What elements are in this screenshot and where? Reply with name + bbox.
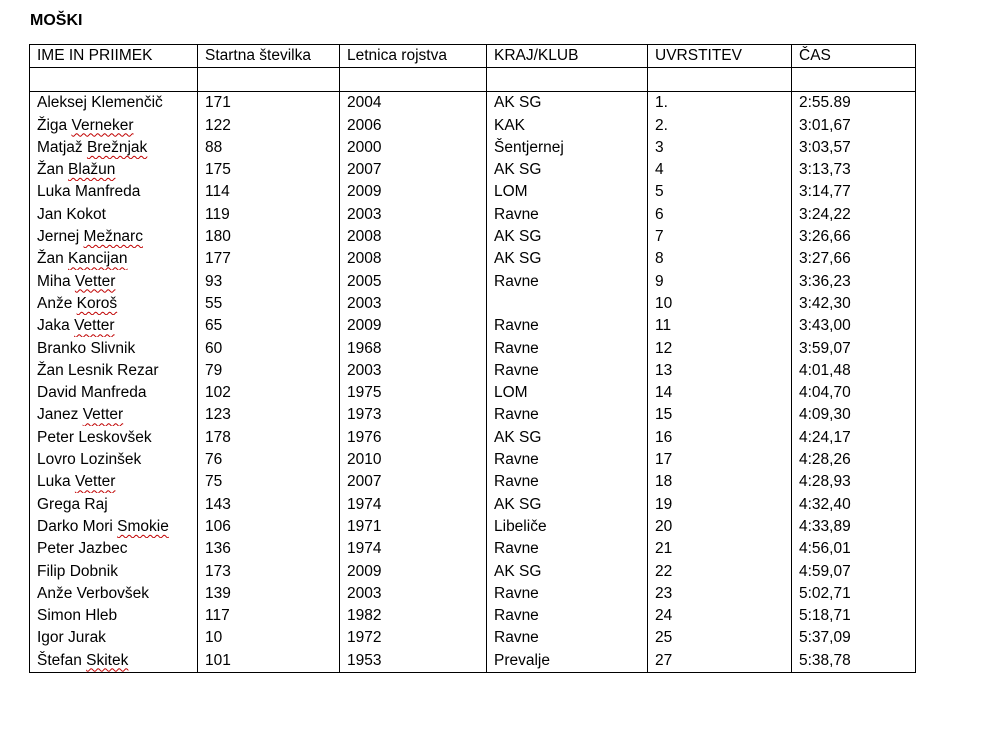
cell-bib: 177 (198, 248, 340, 270)
last-name-flagged: Smokie (117, 517, 169, 535)
table-row (30, 449, 916, 471)
cell-club: Ravne (487, 270, 648, 292)
cell-bib: 88 (198, 137, 340, 159)
cell-bib: 175 (198, 159, 340, 181)
cell-name (30, 471, 198, 493)
cell-place: 15 (648, 404, 792, 426)
cell-place: 17 (648, 449, 792, 471)
cell-time: 4:33,89 (792, 516, 916, 538)
table-row (30, 538, 916, 560)
first-name: Lovro (37, 451, 76, 469)
cell-place: 16 (648, 426, 792, 448)
table-row (30, 159, 916, 181)
cell-time: 3:24,22 (792, 203, 916, 225)
cell-time: 5:37,09 (792, 627, 916, 649)
header-row (30, 45, 916, 68)
cell-name (30, 337, 198, 359)
cell-place: 27 (648, 649, 792, 672)
cell-time: 3:42,30 (792, 293, 916, 315)
cell-club: AK SG (487, 493, 648, 515)
header-club: KRAJ/KLUB (487, 45, 648, 68)
first-name: Darko (37, 517, 79, 535)
cell-birth-year: 2005 (340, 270, 487, 292)
cell-bib: 106 (198, 516, 340, 538)
cell-place: 5 (648, 181, 792, 203)
cell-club: AK SG (487, 92, 648, 115)
table-row (30, 315, 916, 337)
cell-club: Ravne (487, 538, 648, 560)
table-row (30, 248, 916, 270)
table-row (30, 337, 916, 359)
cell-place: 13 (648, 360, 792, 382)
cell-name (30, 315, 198, 337)
cell-club: AK SG (487, 426, 648, 448)
cell-birth-year: 2009 (340, 315, 487, 337)
first-name: Peter (37, 540, 75, 558)
first-name: Matjaž (37, 138, 83, 156)
cell-club: AK SG (487, 159, 648, 181)
cell-birth-year: 2008 (340, 226, 487, 248)
first-name: Žan (37, 250, 64, 268)
first-name: Branko (37, 339, 87, 357)
table-row (30, 627, 916, 649)
last-name: Leskovšek (78, 428, 152, 446)
last-name: Lesnik Rezar (68, 361, 159, 379)
table-row (30, 382, 916, 404)
last-name: Dobnik (69, 562, 118, 580)
cell-time: 4:32,40 (792, 493, 916, 515)
last-name: Vetter (82, 406, 124, 424)
header-time: ČAS (792, 45, 916, 68)
empty-cell (487, 68, 648, 92)
cell-bib: 119 (198, 203, 340, 225)
cell-club: Ravne (487, 449, 648, 471)
first-name: Miha (37, 272, 71, 290)
cell-bib: 101 (198, 649, 340, 672)
last-name: Raj (84, 495, 108, 513)
table-row (30, 203, 916, 225)
cell-name (30, 583, 198, 605)
cell-birth-year: 1968 (340, 337, 487, 359)
first-name: Grega (37, 495, 81, 513)
cell-birth-year: 2010 (340, 449, 487, 471)
cell-bib: 117 (198, 605, 340, 627)
header-birth-year: Letnica rojstva (340, 45, 487, 68)
cell-club: Ravne (487, 315, 648, 337)
cell-time: 4:04,70 (792, 382, 916, 404)
cell-place: 18 (648, 471, 792, 493)
cell-bib: 55 (198, 293, 340, 315)
cell-place: 8 (648, 248, 792, 270)
cell-time: 4:01,48 (792, 360, 916, 382)
first-name: Žan (37, 361, 64, 379)
cell-place: 9 (648, 270, 792, 292)
cell-birth-year: 1973 (340, 404, 487, 426)
cell-time: 3:59,07 (792, 337, 916, 359)
cell-time: 4:59,07 (792, 560, 916, 582)
first-name: David (37, 384, 77, 402)
table-row (30, 92, 916, 115)
last-name: Manfreda (80, 384, 147, 402)
last-name: Mežnarc (83, 228, 143, 246)
cell-club: KAK (487, 114, 648, 136)
cell-name (30, 248, 198, 270)
cell-club: Ravne (487, 471, 648, 493)
cell-club: LOM (487, 382, 648, 404)
first-name: Štefan (37, 651, 82, 669)
cell-name (30, 426, 198, 448)
cell-birth-year: 1971 (340, 516, 487, 538)
cell-club: Ravne (487, 404, 648, 426)
last-name: Lozinšek (80, 451, 142, 469)
cell-name (30, 404, 198, 426)
cell-time: 4:28,93 (792, 471, 916, 493)
cell-place: 20 (648, 516, 792, 538)
cell-name (30, 226, 198, 248)
cell-place: 19 (648, 493, 792, 515)
cell-name (30, 181, 198, 203)
cell-bib: 114 (198, 181, 340, 203)
cell-time: 3:27,66 (792, 248, 916, 270)
last-name: Kancijan (68, 250, 128, 268)
cell-birth-year: 2003 (340, 360, 487, 382)
table-row (30, 360, 916, 382)
cell-place: 21 (648, 538, 792, 560)
results-table-body (30, 45, 916, 673)
cell-place: 2. (648, 114, 792, 136)
cell-bib: 65 (198, 315, 340, 337)
cell-bib: 10 (198, 627, 340, 649)
cell-birth-year: 2003 (340, 583, 487, 605)
table-row (30, 426, 916, 448)
table-row (30, 270, 916, 292)
first-name: Jaka (37, 317, 70, 335)
cell-club: AK SG (487, 560, 648, 582)
cell-club: Ravne (487, 605, 648, 627)
last-name: Verneker (71, 116, 134, 134)
cell-place: 14 (648, 382, 792, 404)
last-name: Hleb (85, 607, 118, 625)
cell-time: 3:43,00 (792, 315, 916, 337)
cell-club: Ravne (487, 337, 648, 359)
table-row (30, 226, 916, 248)
cell-birth-year: 2009 (340, 560, 487, 582)
cell-bib: 76 (198, 449, 340, 471)
cell-name (30, 649, 198, 672)
cell-name (30, 538, 198, 560)
last-name: Kokot (66, 205, 106, 223)
cell-bib: 180 (198, 226, 340, 248)
empty-cell (648, 68, 792, 92)
cell-bib: 143 (198, 493, 340, 515)
first-name: Simon (37, 607, 81, 625)
cell-bib: 178 (198, 426, 340, 448)
cell-club: Ravne (487, 360, 648, 382)
cell-birth-year: 2004 (340, 92, 487, 115)
header-name: IME IN PRIIMEK (30, 45, 198, 68)
cell-club: Šentjernej (487, 137, 648, 159)
cell-birth-year: 1982 (340, 605, 487, 627)
cell-place: 3 (648, 137, 792, 159)
cell-club: Ravne (487, 203, 648, 225)
cell-place: 23 (648, 583, 792, 605)
last-name: Brežnjak (86, 138, 148, 156)
header-bib: Startna številka (198, 45, 340, 68)
cell-birth-year: 2007 (340, 159, 487, 181)
cell-time: 3:03,57 (792, 137, 916, 159)
cell-bib: 136 (198, 538, 340, 560)
cell-club: Ravne (487, 627, 648, 649)
cell-birth-year: 2007 (340, 471, 487, 493)
cell-time: 3:26,66 (792, 226, 916, 248)
last-name: Verbovšek (76, 584, 150, 602)
cell-name (30, 137, 198, 159)
first-name: Žan (37, 161, 64, 179)
cell-time: 3:14,77 (792, 181, 916, 203)
table-row (30, 137, 916, 159)
cell-bib: 123 (198, 404, 340, 426)
cell-club (487, 293, 648, 315)
cell-birth-year: 2009 (340, 181, 487, 203)
table-row (30, 605, 916, 627)
cell-birth-year: 1972 (340, 627, 487, 649)
cell-bib: 173 (198, 560, 340, 582)
cell-club: AK SG (487, 248, 648, 270)
cell-bib: 122 (198, 114, 340, 136)
empty-cell (30, 68, 198, 92)
results-table (29, 44, 916, 673)
cell-name (30, 203, 198, 225)
cell-time: 4:24,17 (792, 426, 916, 448)
first-name: Jernej (37, 228, 80, 246)
last-name: Vetter (74, 473, 116, 491)
cell-bib: 93 (198, 270, 340, 292)
cell-time: 5:38,78 (792, 649, 916, 672)
first-name: Anže (37, 584, 73, 602)
cell-birth-year: 1975 (340, 382, 487, 404)
cell-place: 10 (648, 293, 792, 315)
first-name: Janez (37, 406, 79, 424)
cell-time: 4:28,26 (792, 449, 916, 471)
first-name: Luka (37, 473, 71, 491)
cell-club: LOM (487, 181, 648, 203)
table-row (30, 471, 916, 493)
cell-birth-year: 2000 (340, 137, 487, 159)
table-row (30, 114, 916, 136)
last-name: Mori (82, 517, 118, 535)
empty-cell (198, 68, 340, 92)
cell-birth-year: 1974 (340, 493, 487, 515)
table-row (30, 493, 916, 515)
table-row (30, 516, 916, 538)
cell-bib: 75 (198, 471, 340, 493)
table-row (30, 560, 916, 582)
cell-time: 4:56,01 (792, 538, 916, 560)
cell-birth-year: 2008 (340, 248, 487, 270)
cell-time: 3:01,67 (792, 114, 916, 136)
cell-name (30, 159, 198, 181)
cell-place: 12 (648, 337, 792, 359)
cell-place: 6 (648, 203, 792, 225)
cell-birth-year: 1974 (340, 538, 487, 560)
cell-name (30, 382, 198, 404)
cell-name (30, 114, 198, 136)
last-name: Jazbec (78, 540, 128, 558)
last-name: Skitek (86, 651, 129, 669)
table-row (30, 583, 916, 605)
cell-birth-year: 2003 (340, 293, 487, 315)
last-name: Koroš (76, 294, 118, 312)
cell-name (30, 605, 198, 627)
first-name: Luka (37, 183, 71, 201)
cell-time: 5:18,71 (792, 605, 916, 627)
cell-club: Ravne (487, 583, 648, 605)
first-name: Žiga (37, 116, 68, 134)
last-name: Slivnik (90, 339, 136, 357)
cell-name (30, 92, 198, 115)
cell-time: 2:55.89 (792, 92, 916, 115)
cell-name (30, 360, 198, 382)
first-name: Peter (37, 428, 75, 446)
cell-place: 24 (648, 605, 792, 627)
cell-bib: 79 (198, 360, 340, 382)
cell-name (30, 493, 198, 515)
last-name: Vetter (74, 272, 116, 290)
cell-name (30, 560, 198, 582)
last-name: Klemenčič (91, 94, 163, 112)
cell-bib: 171 (198, 92, 340, 115)
first-name: Filip (37, 562, 66, 580)
cell-time: 5:02,71 (792, 583, 916, 605)
cell-bib: 60 (198, 337, 340, 359)
first-name: Jan (37, 205, 62, 223)
cell-name (30, 627, 198, 649)
table-row (30, 649, 916, 672)
first-name: Aleksej (37, 94, 87, 112)
cell-place: 1. (648, 92, 792, 115)
empty-row (30, 68, 916, 92)
cell-time: 3:36,23 (792, 270, 916, 292)
last-name: Jurak (68, 629, 106, 647)
last-name: Manfreda (74, 183, 141, 201)
cell-place: 22 (648, 560, 792, 582)
cell-time: 3:13,73 (792, 159, 916, 181)
table-row (30, 293, 916, 315)
cell-birth-year: 1976 (340, 426, 487, 448)
page-heading: MOŠKI (30, 12, 83, 29)
cell-name (30, 449, 198, 471)
last-name: Vetter (74, 317, 115, 335)
cell-time: 4:09,30 (792, 404, 916, 426)
cell-club: AK SG (487, 226, 648, 248)
cell-birth-year: 1953 (340, 649, 487, 672)
cell-bib: 102 (198, 382, 340, 404)
cell-birth-year: 2006 (340, 114, 487, 136)
empty-cell (792, 68, 916, 92)
empty-cell (340, 68, 487, 92)
first-name: Anže (37, 294, 73, 312)
cell-place: 11 (648, 315, 792, 337)
cell-place: 25 (648, 627, 792, 649)
cell-bib: 139 (198, 583, 340, 605)
table-row (30, 404, 916, 426)
cell-birth-year: 2003 (340, 203, 487, 225)
cell-place: 7 (648, 226, 792, 248)
cell-name (30, 293, 198, 315)
cell-name (30, 270, 198, 292)
header-place: UVRSTITEV (648, 45, 792, 68)
cell-club: Libeliče (487, 516, 648, 538)
first-name: Igor (37, 629, 64, 647)
table-row (30, 181, 916, 203)
last-name: Blažun (68, 161, 116, 179)
cell-club: Prevalje (487, 649, 648, 672)
cell-name (30, 516, 198, 538)
cell-place: 4 (648, 159, 792, 181)
